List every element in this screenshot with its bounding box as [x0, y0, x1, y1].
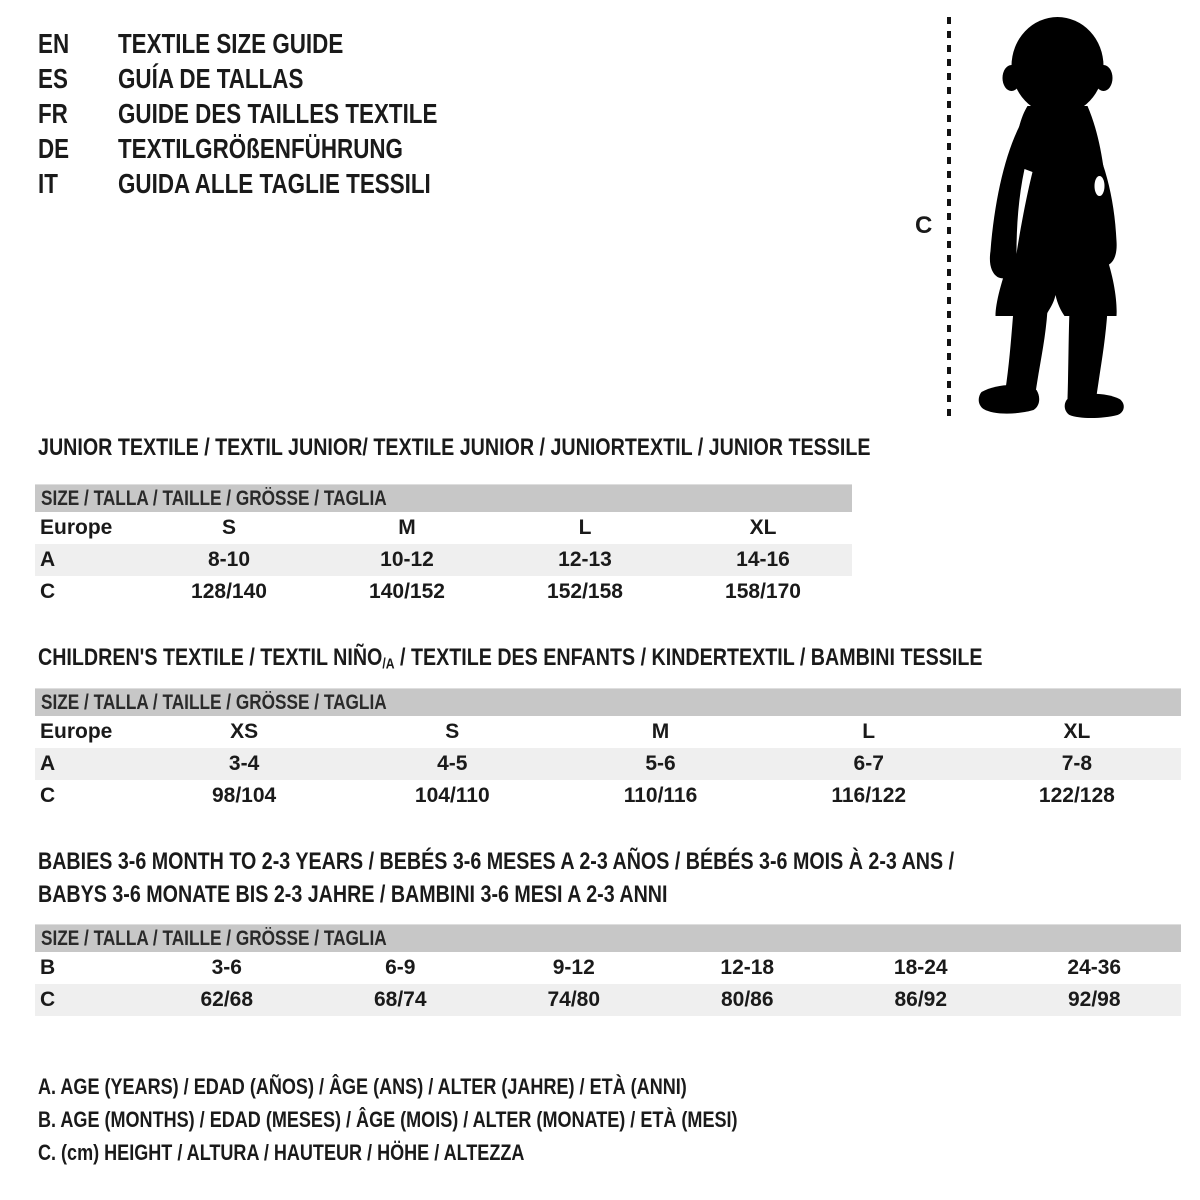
height-measure-label: C — [915, 212, 933, 239]
size-cell: S — [221, 516, 236, 539]
height-figure — [905, 14, 1155, 429]
children-section-title — [38, 644, 982, 672]
size-header-bar — [35, 924, 1181, 952]
junior-size-table — [35, 484, 852, 608]
table-row-age — [35, 544, 852, 576]
value-cell: 7-8 — [1061, 752, 1093, 775]
legend-age-months: B. AGE (MONTHS) / EDAD (MESES) / ÂGE (MOIS) / ALTER (MONATE) / ETÀ (MESI) — [38, 1107, 738, 1132]
lang-title: GUIDA ALLE TAGLIE TESSILI — [118, 168, 431, 199]
size-header-text: SIZE / TALLA / TAILLE / GRÖSSE / TAGLIA — [41, 487, 387, 510]
value-cell: 80/86 — [720, 988, 774, 1011]
legend-age-years: A. AGE (YEARS) / EDAD (AÑOS) / ÂGE (ANS) / ALTER (JAHRE) / ETÀ (ANNI) — [38, 1074, 687, 1099]
size-cell: L — [578, 516, 592, 539]
table-row-height — [35, 984, 1181, 1016]
row-label: A — [40, 548, 56, 571]
value-cell: 92/98 — [1067, 988, 1121, 1011]
babies-size-table — [35, 924, 1181, 1016]
size-cell: M — [398, 516, 416, 539]
value-cell: 5-6 — [645, 752, 676, 775]
lang-row-de — [38, 131, 437, 166]
size-header-bar — [35, 688, 1181, 716]
lang-title: TEXTILE SIZE GUIDE — [118, 28, 344, 59]
lang-title: GUÍA DE TALLAS — [118, 63, 304, 94]
region-label: Europe — [40, 516, 113, 539]
value-cell: 68/74 — [373, 988, 427, 1011]
size-header-text: SIZE / TALLA / TAILLE / GRÖSSE / TAGLIA — [41, 691, 387, 714]
value-cell: 6-7 — [853, 752, 884, 775]
row-label: C — [40, 988, 56, 1011]
table-row-height — [35, 780, 1181, 812]
value-cell: 104/110 — [414, 784, 490, 807]
size-cell: M — [651, 720, 670, 743]
lang-code: FR — [38, 98, 68, 129]
lang-code: EN — [38, 28, 70, 59]
lang-code: IT — [38, 168, 58, 199]
value-cell: 18-24 — [893, 956, 948, 979]
table-row-age — [35, 748, 1181, 780]
value-cell: 122/128 — [1038, 784, 1115, 807]
size-cell: L — [862, 720, 876, 743]
value-cell: 14-16 — [736, 548, 790, 571]
value-cell: 74/80 — [547, 988, 601, 1011]
babies-section-title-line2: BABYS 3-6 MONATE BIS 2-3 JAHRE / BAMBINI 3-6 MESI A 2-3 ANNI — [38, 881, 668, 908]
lang-code: ES — [38, 63, 68, 94]
value-cell: 12-13 — [558, 548, 612, 571]
value-cell: 8-10 — [207, 548, 251, 571]
children-title-text: / TEXTILE DES ENFANTS / KINDERTEXTIL / BAMBINI TESSILE — [394, 644, 983, 671]
value-cell: 24-36 — [1067, 956, 1122, 979]
lang-title: TEXTILGRÖßENFÜHRUNG — [118, 133, 403, 164]
children-size-table — [35, 688, 1181, 812]
children-title-sub: /A — [382, 656, 395, 673]
row-label: C — [40, 580, 56, 603]
value-cell: 140/152 — [369, 580, 445, 603]
value-cell: 4-5 — [437, 752, 468, 775]
measurement-legend — [38, 1070, 1200, 1169]
children-title-text: CHILDREN'S TEXTILE / TEXTIL NIÑO — [38, 644, 383, 671]
row-label: A — [40, 752, 56, 775]
size-cell: XL — [749, 516, 777, 539]
size-cell: S — [445, 720, 460, 743]
size-cell: XL — [1063, 720, 1091, 743]
value-cell: 12-18 — [720, 956, 775, 979]
value-cell: 86/92 — [894, 988, 948, 1011]
value-cell: 158/170 — [725, 580, 801, 603]
size-header-text: SIZE / TALLA / TAILLE / GRÖSSE / TAGLIA — [41, 927, 387, 950]
row-label: B — [40, 956, 56, 979]
region-label: Europe — [40, 720, 113, 743]
table-row-height — [35, 576, 852, 608]
value-cell: 9-12 — [552, 956, 595, 979]
lang-row-en — [38, 26, 437, 61]
value-cell: 6-9 — [385, 956, 416, 979]
value-cell: 152/158 — [547, 580, 623, 603]
lang-row-fr — [38, 96, 437, 131]
value-cell: 98/104 — [211, 784, 277, 807]
lang-code: DE — [38, 133, 70, 164]
value-cell: 110/116 — [623, 784, 698, 807]
value-cell: 116/122 — [831, 784, 907, 807]
table-row-months — [35, 952, 1181, 984]
babies-section-title-line1: BABIES 3-6 MONTH TO 2-3 YEARS / BEBÉS 3-6 MESES A 2-3 AÑOS / BÉBÉS 3-6 MOIS À 2-3 ANS / — [38, 848, 955, 875]
junior-section-title: JUNIOR TEXTILE / TEXTIL JUNIOR/ TEXTILE JUNIOR / JUNIORTEXTIL / JUNIOR TESSILE — [38, 434, 871, 461]
language-title-block — [38, 26, 537, 201]
value-cell: 128/140 — [191, 580, 267, 603]
height-measure-line — [947, 17, 951, 417]
lang-row-it — [38, 166, 437, 201]
value-cell: 62/68 — [200, 988, 254, 1011]
value-cell: 10-12 — [380, 548, 434, 571]
size-cell: XS — [230, 720, 259, 743]
value-cell: 3-4 — [228, 752, 260, 775]
baby-silhouette-icon — [965, 14, 1140, 419]
value-cell: 3-6 — [211, 956, 242, 979]
row-label: C — [40, 784, 56, 807]
table-row-sizes — [35, 716, 1181, 748]
size-header-bar — [35, 484, 852, 512]
lang-row-es — [38, 61, 437, 96]
lang-title: GUIDE DES TAILLES TEXTILE — [118, 98, 438, 129]
legend-height-cm: C. (cm) HEIGHT / ALTURA / HAUTEUR / HÖHE / ALTEZZA — [38, 1140, 525, 1165]
table-row-sizes — [35, 512, 852, 544]
